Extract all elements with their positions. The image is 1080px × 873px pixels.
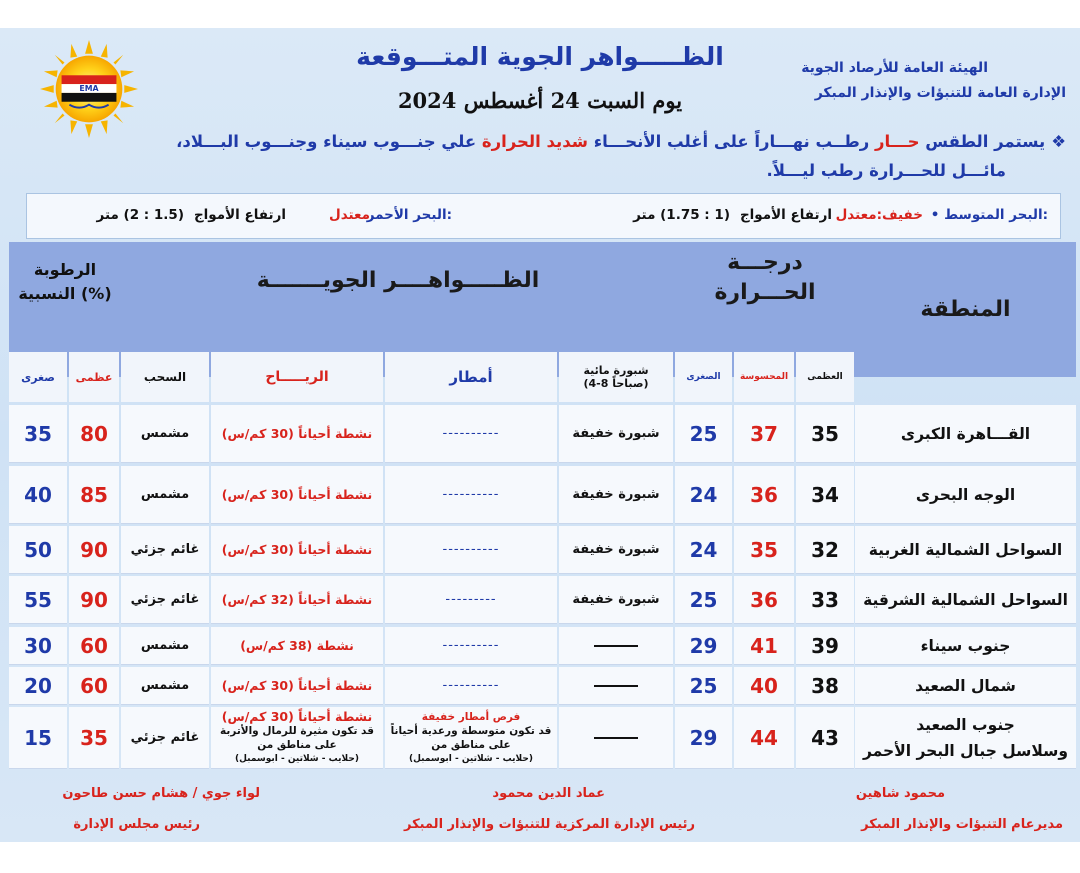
col-wind: الريـــــاح [211,352,383,402]
cell-cloud: مشمس [121,667,209,705]
forecast-table [9,242,1076,770]
cell-hmin: 40 [9,466,67,524]
cell-min: 25 [675,576,732,624]
cell-min: 29 [675,707,732,769]
cell-rain: ---------- [385,667,557,705]
cell-felt: 36 [734,466,794,524]
signature-2-title: رئيس الإدارة المركزية للتنبؤات والإنذار المبكر [404,817,695,832]
cell-region: السواحل الشمالية الشرقية [855,576,1076,624]
signature-3-title: رئيس مجلس الإدارة [73,817,200,832]
med-waves-value: (1 : 1.75) متر [633,207,730,223]
cell-rain: فرص أمطار خفيفة قد تكون متوسطة ورعدية أحياناً على مناطق من (حلايب - شلاتين - ابوسمبل) [385,707,557,769]
col-fog: شبورة مائية (4-8 صباحاً) [559,352,673,402]
region-header: المنطقة [920,297,1011,322]
signature-1-name: محمود شاهين [855,786,945,801]
col-min: الصغرى [675,352,732,402]
cell-rain: ---------- [385,526,557,574]
org-department: الإدارة العامة للتنبؤات والإنذار المبكر [814,85,1066,101]
cell-wind: نشطة أحياناً (30 كم/س) [211,405,383,463]
cell-min: 29 [675,627,732,665]
forecast-date: يوم السبت 24 أغسطس 2024 [397,88,683,113]
signature-3-name: لواء جوي / هشام حسن طاحون [62,786,260,801]
phenomena-header: الظـــــواهــــر الجويـــــــة [256,268,540,293]
cell-wind: نشطة أحياناً (30 كم/س) [211,466,383,524]
col-hum-min: صغرى [9,352,67,402]
col-cloud: السحب [121,352,209,402]
cell-region: جنوب الصعيد وسلاسل جبال البحر الأحمر [855,707,1076,769]
cell-felt: 40 [734,667,794,705]
cell-rain: --------- [385,576,557,624]
cell-cloud: غائم جزئي [121,526,209,574]
cell-cloud: غائم جزئي [121,707,209,769]
cell-hmax: 80 [69,405,119,463]
sea-state-box [26,193,1061,239]
cell-hmax: 35 [69,707,119,769]
cell-region: القـــاهرة الكبرى [855,405,1076,463]
no-fog-line [594,737,638,739]
red-sea-state: معتدل [328,207,370,223]
cell-hmax: 85 [69,466,119,524]
col-max: العظمى [796,352,854,402]
humidity-header: الرطوبة النسبية (%) [18,260,112,303]
cell-hmax: 60 [69,627,119,665]
cell-cloud: غائم جزئي [121,576,209,624]
cell-hmin: 20 [9,667,67,705]
weather-summary: ❖يستمر الطقس حـــار رطــب نهـــاراً على أغلب الأنحـــاء شديد الحرارة علي جنـــوب سيناء وجنـــوب البـــلاد، مائـــل للحـــرارة رطب ليـــلاً. [176,132,1066,180]
cell-cloud: مشمس [121,405,209,463]
cell-region: الوجه البحرى [855,466,1076,524]
cell-wind: نشطة أحياناً (30 كم/س) [211,667,383,705]
cell-felt: 41 [734,627,794,665]
cell-hmin: 55 [9,576,67,624]
cell-max: 38 [796,667,854,705]
cell-min: 25 [675,667,732,705]
cell-region: شمال الصعيد [855,667,1076,705]
cell-felt: 44 [734,707,794,769]
cell-cloud: مشمس [121,466,209,524]
cell-cloud: مشمس [121,627,209,665]
cell-min: 24 [675,466,732,524]
cell-hmin: 35 [9,405,67,463]
cell-wind: نشطة أحياناً (32 كم/س) [211,576,383,624]
cell-max: 32 [796,526,854,574]
cell-max: 35 [796,405,854,463]
cell-wind: نشطة أحياناً (30 كم/س) [211,526,383,574]
col-felt: المحسوسة [734,352,794,402]
cell-min: 24 [675,526,732,574]
med-waves-label: ارتفاع الأمواج [739,207,832,223]
cell-wind: نشطة أحياناً (30 كم/س) قد تكون مثيرة للرمال والأتربة على مناطق من (حلايب - شلاتين - ابوسمبل) [211,707,383,769]
cell-hmax: 60 [69,667,119,705]
red-waves-value: (1.5 : 2) متر [96,207,184,223]
cell-rain: ---------- [385,466,557,524]
med-sea-label: • البحر المتوسط: [930,207,1048,223]
med-sea-state: خفيف:معتدل [835,207,923,223]
cell-region: السواحل الشمالية الغربية [855,526,1076,574]
cell-felt: 35 [734,526,794,574]
cell-region: جنوب سيناء [855,627,1076,665]
temperature-header: درجـــة الحـــرارة [714,250,816,305]
summary-bullet-icon: ❖ [1051,132,1066,151]
forecast-sheet [0,28,1080,842]
cell-fog: شبورة خفيفة [559,526,673,574]
cell-hmin: 50 [9,526,67,574]
signature-1-title: مديرعام التنبؤات والإنذار المبكر [861,817,1063,832]
cell-hmin: 30 [9,627,67,665]
cell-fog: شبورة خفيفة [559,466,673,524]
cell-felt: 36 [734,576,794,624]
red-waves-label: ارتفاع الأمواج [193,207,286,223]
cell-felt: 37 [734,405,794,463]
ema-logo-icon [40,40,138,138]
cell-rain: ---------- [385,405,557,463]
cell-max: 34 [796,466,854,524]
no-fog-line [594,645,638,647]
cell-rain: ---------- [385,627,557,665]
cell-min: 25 [675,405,732,463]
logo-text: EMA [79,83,99,93]
cell-max: 33 [796,576,854,624]
cell-fog: شبورة خفيفة [559,405,673,463]
cell-hmax: 90 [69,576,119,624]
org-name: الهيئة العامة للأرصاد الجوية [801,60,988,76]
cell-fog [559,707,673,769]
signature-2-name: عماد الدين محمود [492,786,605,801]
cell-wind: نشطة (38 كم/س) [211,627,383,665]
cell-fog [559,627,673,665]
cell-max: 39 [796,627,854,665]
col-hum-max: عظمى [69,352,119,402]
cell-hmax: 90 [69,526,119,574]
no-fog-line [594,685,638,687]
col-rain: أمطار [385,352,557,402]
cell-max: 43 [796,707,854,769]
red-sea-label: البحر الأحمر: [366,207,452,223]
cell-fog: شبورة خفيفة [559,576,673,624]
cell-hmin: 15 [9,707,67,769]
page-title: الظـــــواهر الجوية المتـــوقعة [356,42,724,71]
cell-fog [559,667,673,705]
